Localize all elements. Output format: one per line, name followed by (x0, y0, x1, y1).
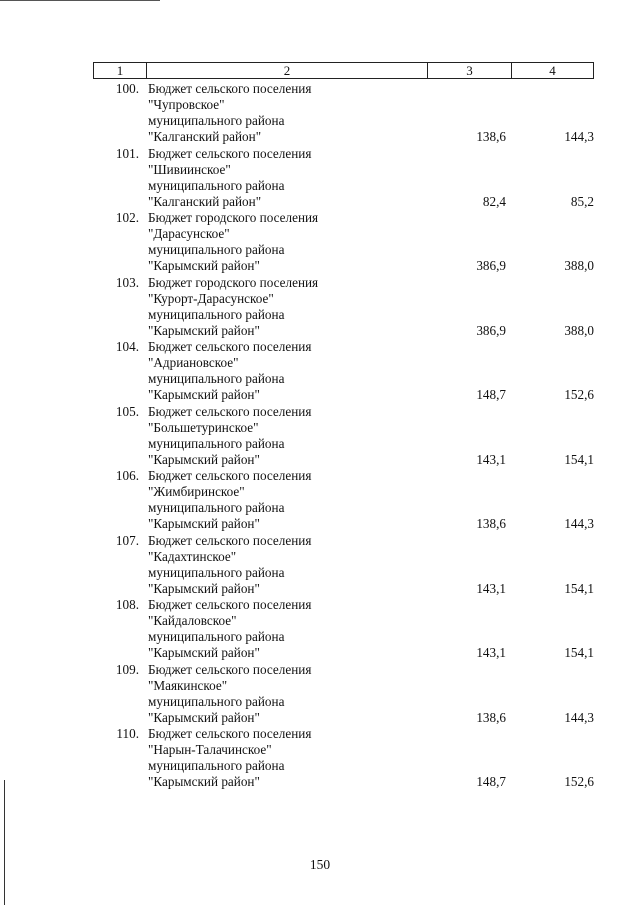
table-row (93, 275, 594, 340)
budget-name-line: "Чупровское" (148, 97, 225, 113)
value-col-3: 138,6 (476, 516, 506, 532)
value-col-3: 82,4 (482, 193, 506, 209)
value-col-3: 386,9 (476, 322, 506, 338)
scan-edge-top (0, 0, 160, 4)
budget-name (148, 275, 318, 339)
table-row (93, 468, 594, 533)
header-col-3: 3 (428, 63, 512, 78)
budget-name-line: Бюджет сельского поселения (148, 145, 312, 161)
value-col-3: 143,1 (476, 580, 506, 596)
scan-edge-left (4, 780, 5, 905)
row-number: 105. (115, 403, 139, 419)
budget-name-line: "Карымский район" (148, 580, 260, 596)
value-col-4: 144,3 (564, 709, 594, 725)
budget-name-line: "Калганский район" (148, 193, 262, 209)
budget-name-line: "Карымский район" (148, 774, 260, 790)
table-row (93, 81, 594, 146)
budget-name-line: "Карымский район" (148, 322, 260, 338)
budget-name (148, 404, 311, 468)
budget-name-line: муниципального района (148, 564, 285, 580)
value-col-4: 388,0 (564, 258, 594, 274)
row-number: 107. (115, 532, 139, 548)
budget-name-line: Бюджет сельского поселения (148, 403, 312, 419)
budget-name (148, 339, 311, 403)
budget-name (148, 81, 311, 145)
budget-name-line: "Карымский район" (148, 516, 260, 532)
header-col-2: 2 (147, 63, 428, 78)
budget-name-line: Бюджет сельского поселения (148, 597, 312, 612)
budget-name-line: Бюджет городского поселения (148, 274, 319, 290)
table-row (93, 404, 594, 469)
value-col-3: 386,9 (476, 258, 506, 274)
budget-name-line: муниципального района (148, 113, 285, 129)
table-row (93, 533, 594, 598)
budget-name (148, 726, 311, 790)
budget-name-line: "Нарын-Талачинское" (148, 742, 272, 758)
budget-name-line: "Калганский район" (148, 129, 262, 145)
budget-name-line: "Шивиинское" (148, 161, 231, 177)
value-col-4: 154,1 (564, 645, 594, 661)
budget-name-line: "Карымский район" (148, 451, 260, 467)
table-row (93, 662, 594, 727)
budget-name-line: "Жимбиринское" (148, 484, 245, 500)
row-number: 109. (115, 661, 139, 677)
value-col-4: 144,3 (564, 129, 594, 145)
value-col-3: 148,7 (476, 387, 506, 403)
budget-name (148, 210, 318, 274)
budget-name-line: муниципального района (148, 629, 285, 645)
budget-name (148, 533, 311, 597)
row-number: 102. (115, 210, 139, 225)
budget-name-line: Бюджет сельского поселения (148, 661, 312, 677)
value-col-4: 152,6 (564, 774, 594, 790)
budget-name-line: Бюджет сельского поселения (148, 726, 312, 741)
value-col-4: 154,1 (564, 580, 594, 596)
row-number: 108. (115, 597, 139, 612)
budget-name-line: Бюджет сельского поселения (148, 81, 312, 96)
page-number: 150 (309, 857, 331, 872)
row-number: 104. (115, 339, 139, 354)
budget-name (148, 468, 311, 532)
table-row (93, 597, 594, 662)
value-col-3: 138,6 (476, 129, 506, 145)
budget-name-line: "Карымский район" (148, 709, 260, 725)
budget-name-line: Бюджет сельского поселения (148, 532, 312, 548)
budget-name (148, 662, 311, 726)
budget-name-line: "Маякинское" (148, 677, 228, 693)
budget-name-line: Бюджет сельского поселения (148, 339, 312, 354)
budget-name-line: муниципального района (148, 435, 285, 451)
budget-name-line: муниципального района (148, 177, 285, 193)
header-col-1: 1 (94, 63, 147, 78)
budget-name (148, 597, 311, 661)
budget-name-line: "Карымский район" (148, 645, 260, 661)
table-row (93, 339, 594, 404)
row-number: 101. (115, 145, 139, 161)
header-col-4: 4 (549, 63, 556, 78)
budget-name-line: муниципального района (148, 500, 285, 516)
table-row (93, 210, 594, 275)
budget-name-line: "Карымский район" (148, 387, 260, 403)
value-col-4: 85,2 (570, 193, 594, 209)
value-col-3: 148,7 (476, 774, 506, 790)
row-number: 103. (115, 274, 139, 290)
row-number: 106. (115, 468, 139, 483)
budget-name-line: "Дарасунское" (148, 226, 230, 242)
table-body (93, 81, 594, 791)
budget-name-line: "Кайдаловское" (148, 613, 237, 629)
budget-name (148, 146, 311, 210)
budget-name-line: муниципального района (148, 693, 285, 709)
budget-name-line: муниципального района (148, 242, 285, 258)
value-col-3: 143,1 (476, 451, 506, 467)
value-col-3: 138,6 (476, 709, 506, 725)
value-col-4: 388,0 (564, 322, 594, 338)
table-row (93, 146, 594, 211)
budget-name-line: "Адриановское" (148, 355, 239, 371)
budget-name-line: муниципального района (148, 306, 285, 322)
budget-name-line: муниципального района (148, 371, 285, 387)
budget-name-line: "Карымский район" (148, 258, 260, 274)
budget-name-line: "Большетуринское" (148, 419, 259, 435)
value-col-4: 152,6 (564, 387, 594, 403)
value-col-3: 143,1 (476, 645, 506, 661)
budget-name-line: "Курорт-Дарасунское" (148, 290, 274, 306)
table-header (93, 62, 594, 79)
value-col-4: 154,1 (564, 451, 594, 467)
budget-name-line: муниципального района (148, 758, 285, 774)
budget-name-line: Бюджет сельского поселения (148, 468, 312, 483)
row-number: 110. (116, 726, 139, 741)
budget-name-line: "Кадахтинское" (148, 548, 237, 564)
value-col-4: 144,3 (564, 516, 594, 532)
budget-name-line: Бюджет городского поселения (148, 210, 319, 225)
table-row (93, 726, 594, 791)
row-number: 100. (115, 81, 139, 96)
